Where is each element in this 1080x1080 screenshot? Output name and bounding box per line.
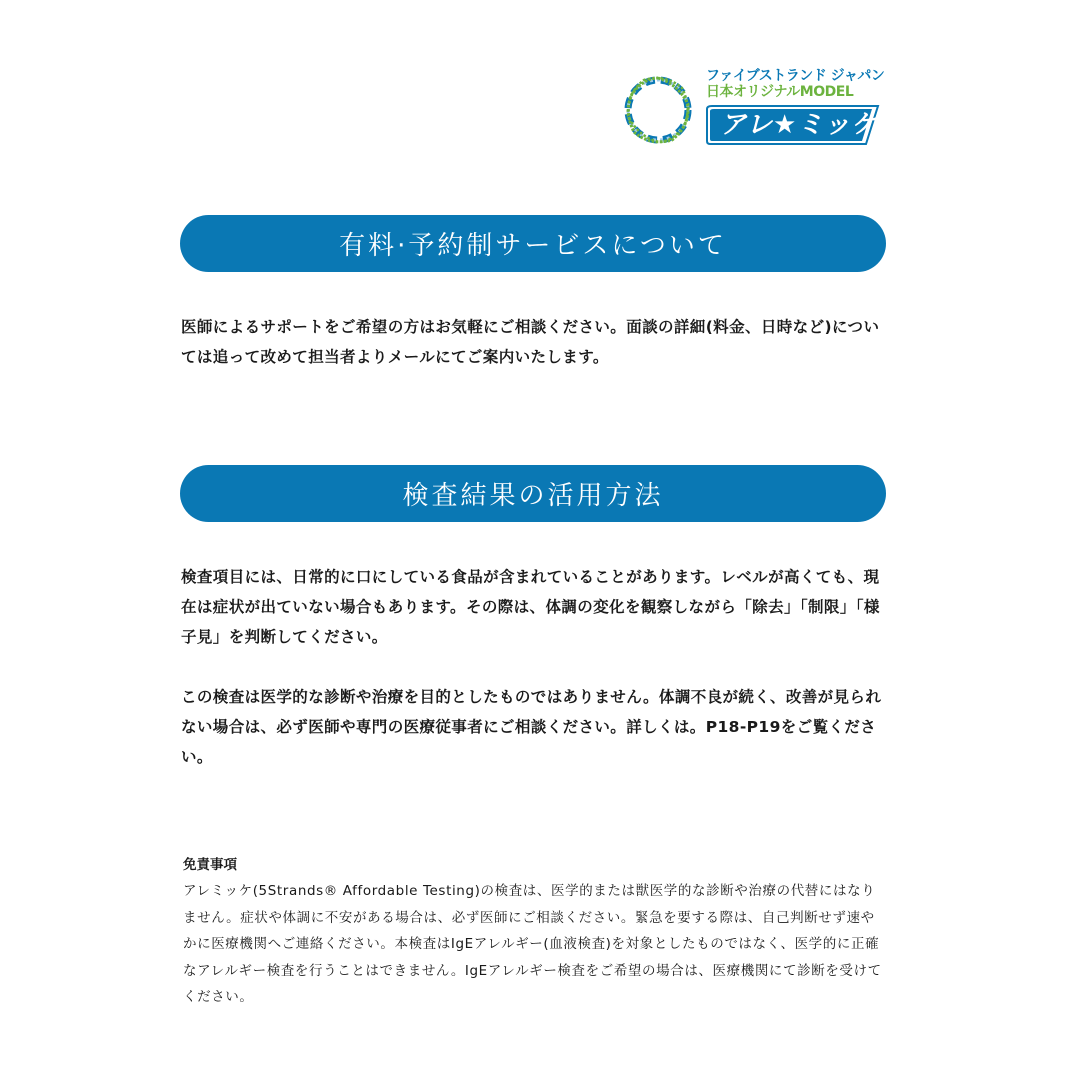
- brand-logo: [618, 66, 908, 152]
- section-title: 検査結果の活用方法: [402, 481, 664, 511]
- section-title: 有料·予約制サービスについて: [339, 231, 727, 261]
- result-usage-paragraph-2: この検査は医学的な診断や治療を目的としたものではありません。体調不良が続く、改善が見られない場合は、必ず医師や専門の医療従事者にご相談ください。詳しくは。P18-P19をご覧ください。: [181, 688, 882, 766]
- product-name: アレ★ミッケ: [720, 110, 878, 140]
- section-banner-paid-service: [180, 215, 886, 272]
- section-banner-result-usage: [180, 465, 886, 522]
- disclaimer-title: 免責事項: [183, 857, 237, 873]
- paid-service-paragraph: 医師によるサポートをご希望の方はお気軽にご相談ください。面談の詳細(料金、日時など)については追って改めて担当者よりメールにてご案内いたします。: [181, 318, 880, 366]
- result-usage-paragraph-1: 検査項目には、日常的に口にしている食品が含まれていることがあります。レベルが高くても、現在は症状が出ていない場合もあります。その際は、体調の変化を観察しながら「除去」「制限」「様子見」を判断してください。: [181, 568, 880, 646]
- disclaimer-body: アレミッケ(5Strands® Affordable Testing)の検査は、医学的または獣医学的な診断や治療の代替にはなりません。症状や体調に不安がある場合は、必ず医師にご相談ください。緊急を要する際は、自己判断せず速やかに医療機関へご連絡ください。本検査はIgEアレルギー(血液検査)を対象としたものではなく、医学的に正確なアレルギー検査を行うことはできません。IgEアレルギー検査をご希望の場合は、医療機関にて診断を受けてください。: [183, 883, 882, 1005]
- dna-ring-icon: [618, 70, 698, 150]
- logo-model-line: 日本オリジナルMODEL: [706, 84, 854, 100]
- product-name-badge: [706, 104, 882, 146]
- logo-brand-line: ファイブストランド ジャパン: [706, 68, 885, 84]
